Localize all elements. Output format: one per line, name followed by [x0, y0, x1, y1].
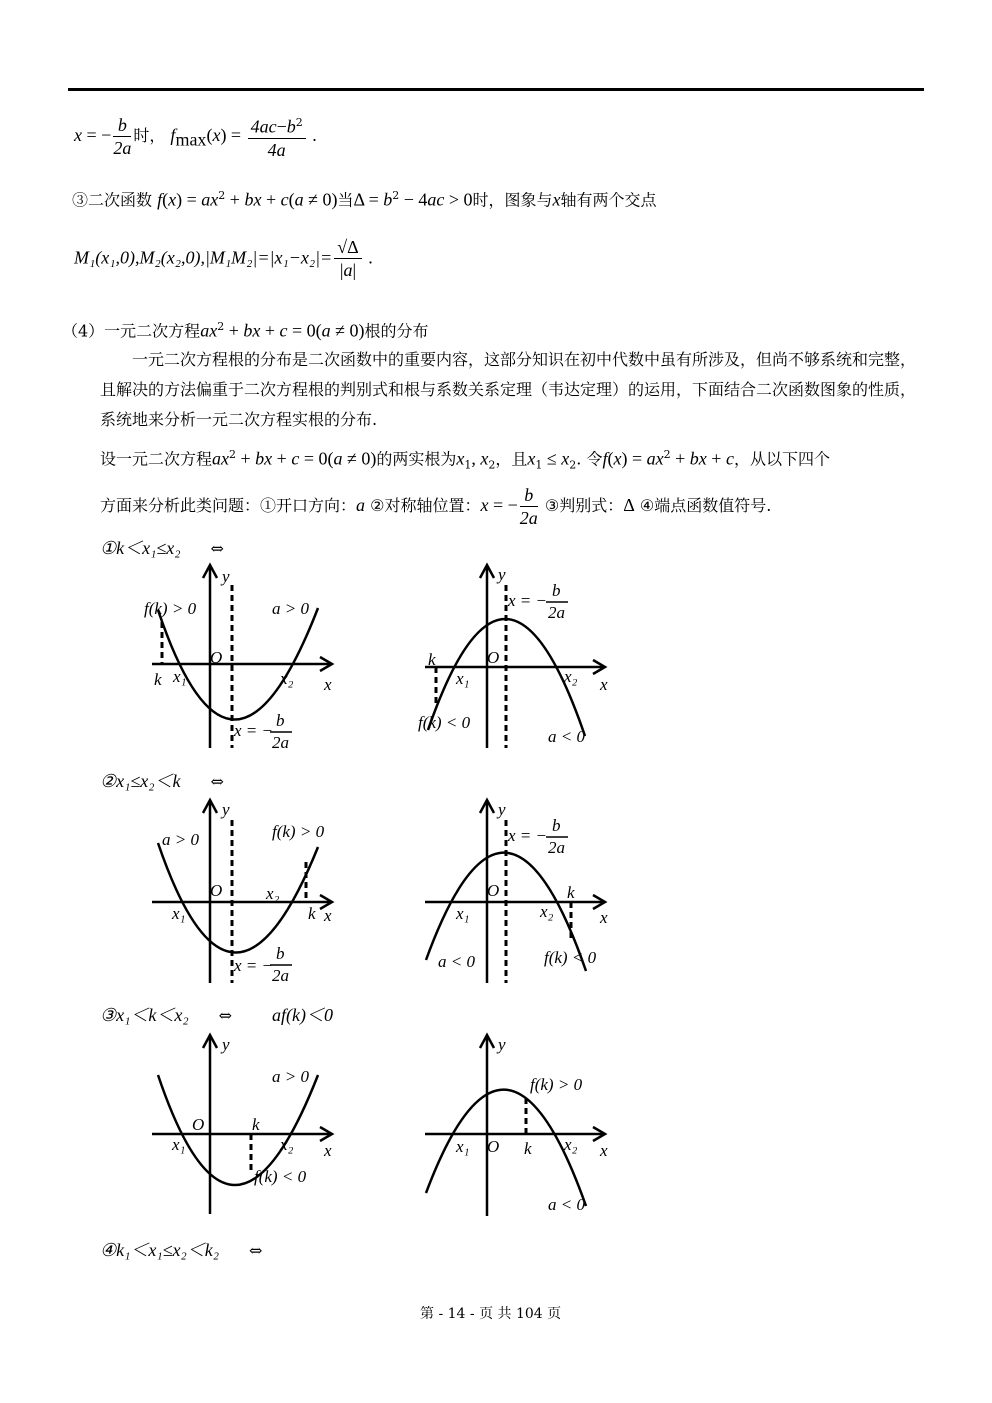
graph-1-upward: [140, 560, 350, 755]
graph-label: x₂: [564, 667, 578, 686]
graph-label: x₂: [540, 902, 554, 921]
graph-label: x = −: [234, 956, 273, 975]
graph-label: O: [210, 648, 223, 667]
graph-label: O: [487, 1137, 500, 1156]
graph-label: x = −: [234, 721, 273, 740]
graph-label: x₂: [564, 1135, 578, 1154]
graph-label: x: [324, 675, 332, 694]
graph-2-downward: [410, 795, 620, 990]
graph-label: O: [487, 648, 500, 667]
graph-label: f(k) > 0: [272, 822, 325, 841]
aspects-line: 方面来分析此类问题：①开口方向：a ②对称轴位置：x = − $\frac{b}{2a}$ ③判别式：Δ ④端点函数值符号.: [100, 485, 772, 528]
graph-label: x₁: [456, 904, 470, 923]
graph-label: x: [324, 906, 332, 925]
graph-label: 2a: [272, 966, 289, 985]
graph-label: x: [600, 675, 608, 694]
graph-label: 2a: [548, 603, 565, 622]
graph-label: x₁: [172, 1135, 186, 1154]
graph-label: k: [154, 670, 162, 689]
graph-label: x = −: [508, 591, 547, 610]
graph-label: y: [498, 1035, 506, 1054]
graph-1-downward: [410, 560, 620, 755]
graph-2-upward: [140, 795, 350, 990]
graph-label: O: [210, 881, 223, 900]
graph-label: b: [552, 581, 561, 600]
graph-label: f(k) < 0: [254, 1167, 307, 1186]
graph-label: a > 0: [272, 599, 309, 618]
graph-label: y: [498, 565, 506, 584]
graph-label: a < 0: [438, 952, 475, 971]
graph-label: O: [192, 1115, 205, 1134]
graph-label: f(k) > 0: [530, 1075, 583, 1094]
section-heading: （4）一元二次方程$ax^2$ + bx + c = 0(a ≠ 0)根的分布: [62, 320, 429, 341]
graph-label: x₁: [173, 667, 187, 686]
graph-label: x₁: [172, 904, 186, 923]
graph-label: b: [276, 944, 285, 963]
graph-label: x = −: [508, 826, 547, 845]
graph-label: x: [600, 908, 608, 927]
graph-label: f(k) < 0: [544, 948, 597, 967]
graph-label: y: [222, 1035, 230, 1054]
vertex-formula-line: x = − $\frac{b}{2a}$ 时， $f_{max}(x)$ = $\frac{4ac-b^2}{4a}$ .: [74, 112, 317, 161]
graph-label: x₂: [280, 1135, 294, 1154]
graph-label: x: [600, 1141, 608, 1160]
graph-3-upward: [140, 1030, 350, 1220]
case-3-label: ③x₁＜k＜x₂ ⇔ af(k)＜0: [100, 1005, 334, 1025]
graph-label: k: [308, 904, 316, 923]
graph-label: 2a: [548, 838, 565, 857]
distance-formula-line: M₁(x₁,0),M₂(x₂,0),|M₁M₂|=|x₁−x₂|= $\frac{√\Delta}{|a|}$ .: [74, 237, 373, 280]
graph-label: x₁: [456, 1137, 470, 1156]
graph-3-downward: [410, 1030, 620, 1220]
graph-label: f(k) > 0: [144, 599, 197, 618]
parabola: [158, 843, 318, 953]
page-footer: 第 - 14 - 页 共 104 页: [420, 1306, 562, 1322]
graph-label: 2a: [272, 733, 289, 752]
setup-line: 设一元二次方程$ax^2$ + bx + c = 0(a ≠ 0)的两实根为$x_1$, $x_2$，且$x_1 \le x_2$. 令$f(x) = ax^2$ + bx + c，从以下四个: [100, 448, 830, 472]
graph-label: f(k) < 0: [418, 713, 471, 732]
intersection-line: ③二次函数 $f(x) = ax^2$ + bx + c(a ≠ 0)当$\Delta = b^2 - 4ac > 0$时，图象与x轴有两个交点: [72, 189, 657, 210]
graph-label: k: [524, 1139, 532, 1158]
graph-label: x₂: [280, 669, 294, 688]
case-2-label: ②x₁≤x₂＜k ⇔: [100, 771, 224, 791]
graph-label: y: [222, 567, 230, 586]
graph-label: x: [324, 1141, 332, 1160]
graph-label: k: [252, 1115, 260, 1134]
case-1-label: ①k＜x₁≤x₂ ⇔: [100, 538, 224, 558]
graph-label: a > 0: [162, 830, 199, 849]
graph-label: x₂: [266, 884, 280, 903]
parabola: [426, 1090, 586, 1206]
graph-label: y: [498, 800, 506, 819]
graph-label: a < 0: [548, 727, 585, 746]
header-rule: [68, 88, 924, 91]
graph-label: k: [428, 650, 436, 669]
graph-label: y: [222, 800, 230, 819]
graph-label: b: [552, 816, 561, 835]
graph-label: a > 0: [272, 1067, 309, 1086]
graph-label: a < 0: [548, 1195, 585, 1214]
intro-paragraph: 一元二次方程根的分布是二次函数中的重要内容，这部分知识在初中代数中虽有所涉及，但尚不够系统和完整，且解决的方法偏重于二次方程根的判别式和根与系数关系定理（韦达定理）的运用，下面结合二次函数图象的性质，系统地来分析一元二次方程实根的分布.: [100, 350, 917, 429]
graph-label: x₁: [456, 669, 470, 688]
case-4-label: ④k₁＜x₁≤x₂＜k₂ ⇔: [100, 1240, 263, 1260]
graph-label: k: [567, 883, 575, 902]
graph-label: b: [276, 711, 285, 730]
graph-label: O: [487, 881, 500, 900]
